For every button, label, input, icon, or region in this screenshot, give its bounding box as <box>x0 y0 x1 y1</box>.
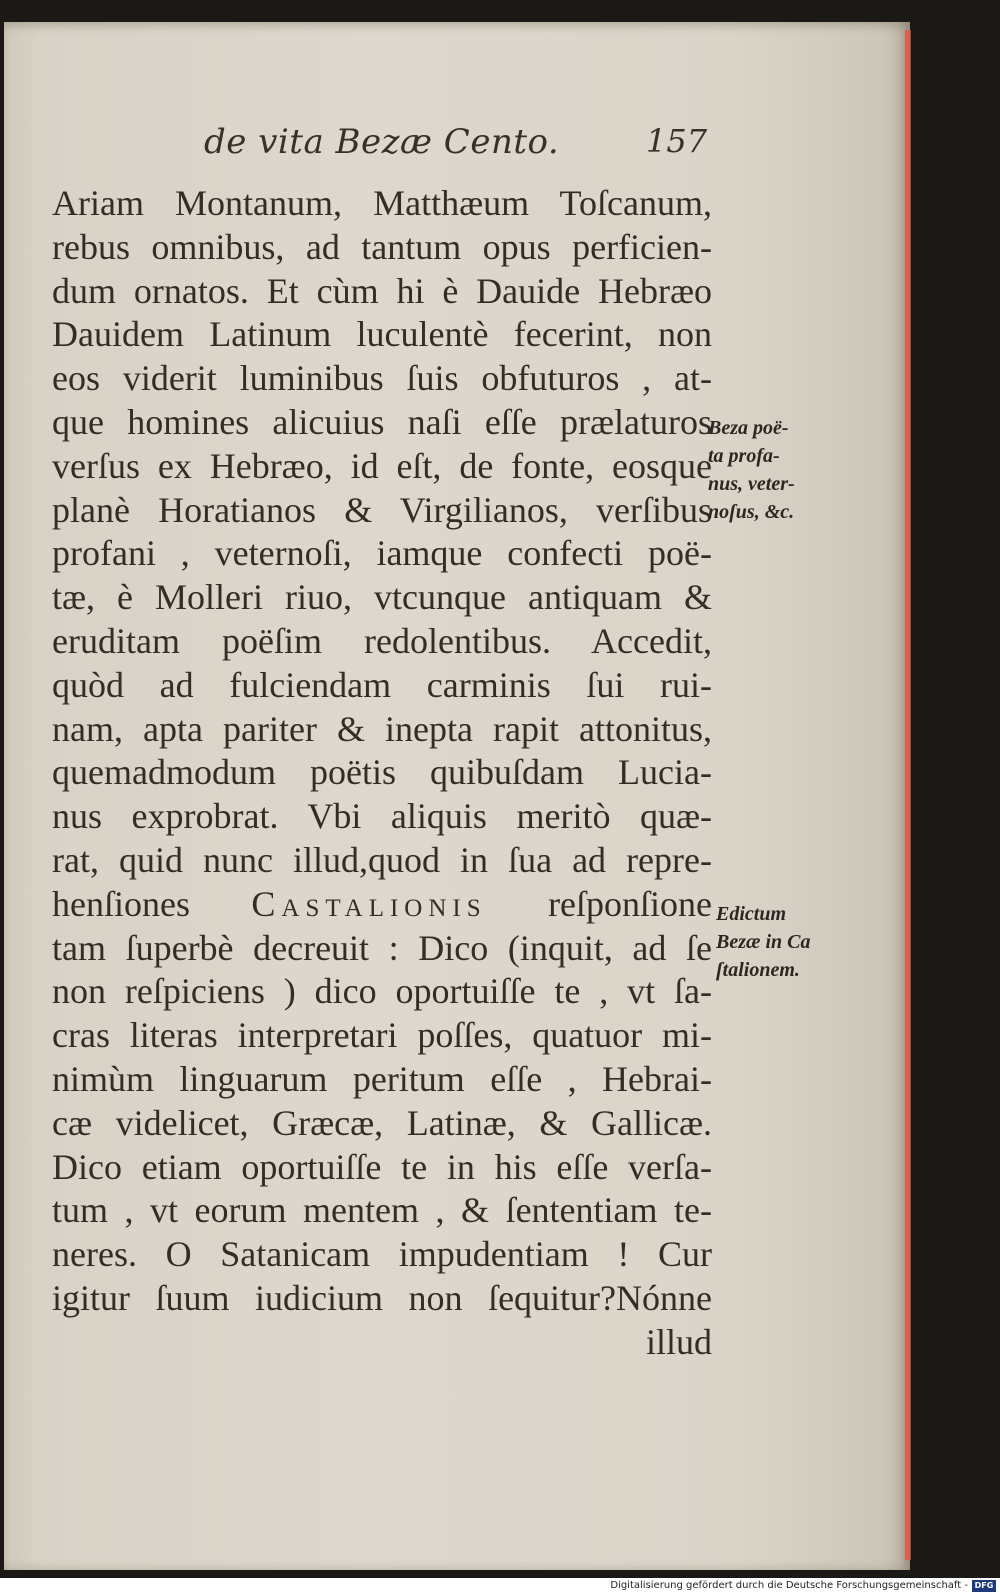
page-edge <box>905 30 911 1560</box>
proper-name-smallcaps: Castalionis <box>251 883 487 924</box>
text-line: eos viderit luminibus ſuis obfuturos , at- <box>52 358 712 399</box>
text-line: que homines alicuius naſi eſſe prælaturos <box>52 401 712 442</box>
text-line: tam ſuperbè decreuit : Dico (inquit, ad ſe <box>52 927 712 968</box>
marginal-line: Edictum <box>716 903 787 925</box>
text-line: tum , vt eorum mentem , & ſententiam te- <box>52 1190 712 1231</box>
marginal-line: ta profa- <box>708 445 780 467</box>
text-line: planè Horatianos & Virgilianos, verſibus <box>52 489 712 530</box>
text-line: eruditam poëſim redolentibus. Accedit, <box>52 620 712 661</box>
text-line: Dico etiam oportuiſſe te in his eſſe verſa- <box>52 1146 712 1187</box>
text-line: profani , veternoſi, iamque confecti poë- <box>52 533 712 574</box>
text-line: rat, quid nunc illud,quod in ſua ad repre- <box>52 839 712 880</box>
running-head: de vita Bezæ Cento. <box>204 122 560 162</box>
text-line: cæ videlicet, Græcæ, Latinæ, & Gallicæ. <box>52 1102 712 1143</box>
marginal-line: Bezæ in Ca <box>716 931 811 953</box>
text-fragment: reſponſione <box>548 883 713 924</box>
funding-credit: Digitalisierung gefördert durch die Deutsche Forschungsgemeinschaft - <box>610 1580 968 1591</box>
text-line: verſus ex Hebræo, id eſt, de fonte, eosque <box>52 445 712 486</box>
text-line: Ariam Montanum, Matthæum Toſcanum, <box>52 183 712 223</box>
text-line: neres. O Satanicam impudentiam ! Cur <box>52 1234 712 1275</box>
text-line: quemadmodum poëtis quibuſdam Lucia- <box>52 752 712 793</box>
text-line: nimùm linguarum peritum eſſe , Hebrai- <box>52 1058 712 1099</box>
text-line: quòd ad fulciendam carminis ſui rui- <box>52 664 712 705</box>
text-fragment: henſiones <box>52 883 190 924</box>
page-number: 157 <box>646 122 708 160</box>
marginal-line: noſus, &c. <box>708 501 795 523</box>
text-line: rebus omnibus, ad tantum opus perficien- <box>52 226 712 267</box>
text-line-with-name <box>52 883 712 927</box>
text-line: igitur ſuum iudicium non ſequitur?Nónne <box>52 1277 712 1318</box>
marginal-note-beza-poeta <box>708 414 848 526</box>
marginal-note-edictum <box>716 900 856 984</box>
marginal-line: ſtalionem. <box>716 959 800 981</box>
text-line: Dauidem Latinum luculentè fecerint, non <box>52 314 712 355</box>
marginal-line: nus, veter- <box>708 473 795 495</box>
text-line: non reſpiciens ) dico oportuiſſe te , vt ſa- <box>52 971 712 1012</box>
text-line: cras literas interpretari poſſes, quatuor mi- <box>52 1015 712 1056</box>
text-line: nus exprobrat. Vbi aliquis meritò quæ- <box>52 796 712 837</box>
book-page <box>4 22 910 1570</box>
catchword: illud <box>645 1321 712 1362</box>
body-text <box>52 182 712 1365</box>
dfg-logo: DFG <box>972 1580 996 1592</box>
text-line: nam, apta pariter & inepta rapit attonitus, <box>52 708 712 749</box>
text-line: dum ornatos. Et cùm hi è Dauide Hebræo <box>52 270 712 311</box>
marginal-line: Beza poë- <box>708 417 789 439</box>
text-line: tæ, è Molleri riuo, vtcunque antiquam & <box>52 577 712 618</box>
